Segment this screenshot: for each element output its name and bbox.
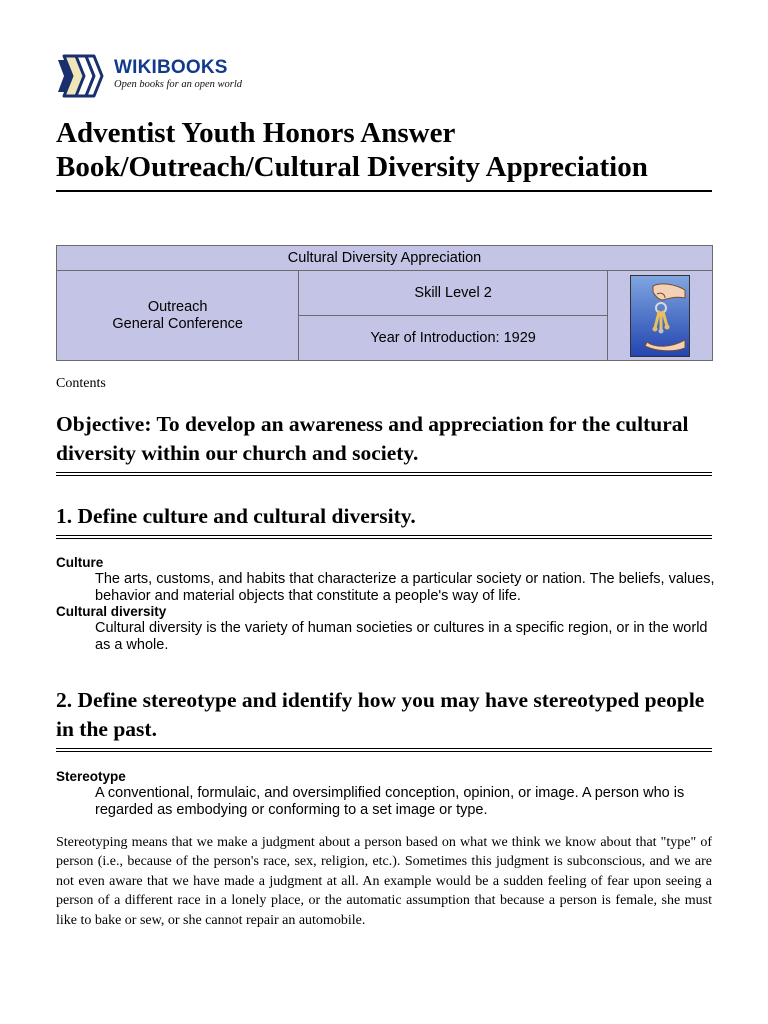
definition-cultural-diversity: Cultural diversity is the variety of human societies or cultures in a specific region, or in the world as a whole. bbox=[95, 620, 708, 653]
infobox-image-cell bbox=[607, 271, 712, 361]
infobox-header-text: Cultural Diversity Appreciation bbox=[287, 250, 482, 266]
honor-infobox bbox=[56, 245, 713, 361]
infobox-year bbox=[299, 316, 607, 361]
skill-level-text: Skill Level 2 bbox=[414, 285, 492, 301]
infobox-header bbox=[57, 246, 713, 271]
section-1-heading: 1. Define culture and cultural diversity. bbox=[56, 502, 712, 539]
infobox-category-conference: General Conference bbox=[112, 315, 243, 332]
definition-culture: The arts, customs, and habits that characterize a particular society or nation. The beliefs, values, behavior and material objects that constitute a people's way of life. bbox=[95, 571, 715, 604]
term-cultural-diversity: Cultural diversity bbox=[56, 604, 167, 619]
section-2-heading: 2. Define stereotype and identify how you may have stereotyped people in the past. bbox=[56, 686, 712, 752]
term-culture: Culture bbox=[56, 555, 104, 570]
term-stereotype: Stereotype bbox=[56, 769, 126, 784]
page-title: Adventist Youth Honors Answer Book/Outreach/Cultural Diversity Appreciation bbox=[56, 116, 712, 192]
year-of-introduction-text: Year of Introduction: 1929 bbox=[370, 330, 536, 346]
infobox-skill-level bbox=[299, 271, 607, 316]
infobox-category bbox=[57, 271, 299, 361]
definition-stereotype: A conventional, formulaic, and oversimplified conception, opinion, or image. A person who is regarded as embodying or conforming to a set image or type. bbox=[95, 785, 685, 818]
infobox-category-outreach: Outreach bbox=[147, 298, 208, 315]
wikibooks-books-icon bbox=[56, 52, 108, 100]
wikibooks-tagline: Open books for an open world bbox=[114, 79, 243, 90]
objective-heading: Objective: To develop an awareness and appreciation for the cultural diversity within our church and society. bbox=[56, 410, 712, 476]
contents-link[interactable]: Contents bbox=[56, 376, 106, 391]
wikibooks-wordmark: WIKIBOOKS bbox=[114, 57, 228, 78]
wikibooks-logo[interactable] bbox=[56, 52, 256, 100]
hands-passing-keys-icon[interactable] bbox=[630, 275, 690, 357]
stereotyping-paragraph: Stereotyping means that we make a judgment about a person based on what we think we know about that "type" of person (i.e., because of the person's race, sex, religion, etc.). Sometimes this judgment is subconscious, and we are not even aware that we have made a judgment at all. An example would be a sudden feeling of fear upon seeing a person of a different race in a lonely place, or the automatic assumption that because a person is female, she must like to bake or sew, or she cannot repair an automobile. bbox=[56, 835, 712, 928]
